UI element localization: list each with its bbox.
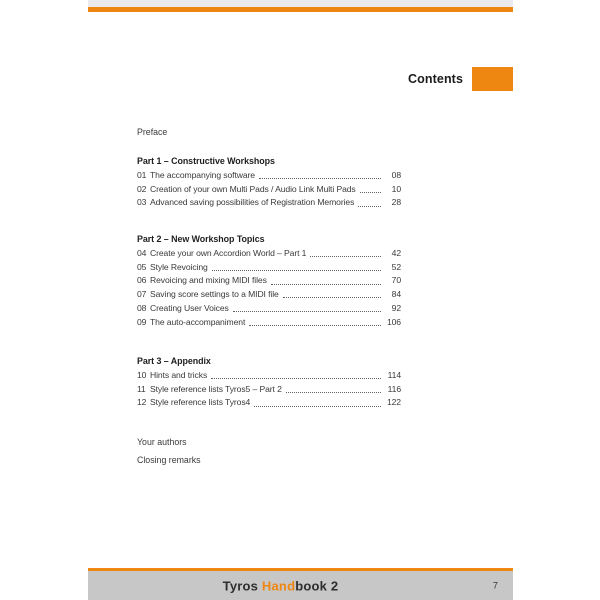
- toc-leader-dots: [286, 392, 381, 393]
- toc-item-page: 116: [387, 383, 401, 394]
- toc-item-page: 84: [391, 289, 401, 300]
- toc-item-page: 106: [386, 316, 401, 327]
- toc-item-page: 122: [386, 397, 401, 408]
- toc-item-number: 12: [137, 397, 147, 408]
- toc-item-title: Create your own Accordion World – Part 1: [150, 247, 307, 258]
- brand-suffix: book 2: [295, 578, 339, 593]
- toc-leader-dots: [254, 406, 381, 407]
- toc-item-number: 08: [137, 302, 147, 313]
- brand-highlight: Hand: [261, 578, 296, 593]
- toc-item: [137, 196, 401, 210]
- toc-item: [137, 247, 401, 261]
- toc-section-part2: [137, 233, 401, 330]
- toc-item-number: 09: [137, 316, 147, 327]
- contents-accent-bar: [472, 67, 513, 91]
- toc-item-number: 10: [137, 369, 147, 380]
- brand-prefix: Tyros: [222, 578, 262, 593]
- toc-item-title: Saving score settings to a MIDI file: [150, 289, 279, 300]
- page-number: 7: [492, 580, 498, 591]
- toc-leader-dots: [360, 192, 381, 193]
- toc-item-title: Advanced saving possibilities of Registration Memories: [150, 197, 355, 208]
- footer-brand: [88, 578, 473, 593]
- document-page: [88, 0, 513, 600]
- toc-leader-dots: [271, 284, 381, 285]
- toc-item: [137, 274, 401, 288]
- page-header: [408, 67, 513, 91]
- toc-section-part3: [137, 355, 401, 410]
- toc-item-page: 70: [391, 275, 401, 286]
- toc-leader-dots: [212, 270, 381, 271]
- toc-item-title: Hints and tricks: [150, 369, 208, 380]
- toc-item: [137, 288, 401, 302]
- toc-item-number: 07: [137, 289, 147, 300]
- toc-item-page: 28: [391, 197, 401, 208]
- toc-leader-dots: [233, 311, 381, 312]
- toc-content: [137, 0, 401, 600]
- toc-item-page: 114: [387, 369, 401, 380]
- toc-leader-dots: [283, 297, 381, 298]
- toc-item: [137, 383, 401, 397]
- toc-leader-dots: [259, 178, 381, 179]
- toc-item: [137, 369, 401, 383]
- toc-item-title: Style reference lists Tyros4: [150, 397, 251, 408]
- toc-item: [137, 302, 401, 316]
- toc-item: [137, 396, 401, 410]
- toc-item-number: 05: [137, 261, 147, 272]
- toc-item-page: 42: [391, 247, 401, 258]
- section-heading: Part 1 – Constructive Workshops: [137, 156, 275, 166]
- section-heading: Part 2 – New Workshop Topics: [137, 234, 265, 244]
- page-title: Contents: [408, 72, 463, 86]
- toc-item-number: 11: [137, 383, 146, 394]
- toc-leader-dots: [310, 256, 381, 257]
- closing-remarks-label: Closing remarks: [137, 455, 201, 465]
- toc-item-title: Creation of your own Multi Pads / Audio Link Multi Pads: [150, 183, 356, 194]
- toc-item-title: The accompanying software: [150, 169, 255, 180]
- toc-leader-dots: [358, 206, 381, 207]
- your-authors-label: Your authors: [137, 437, 187, 447]
- toc-item-number: 04: [137, 247, 147, 258]
- toc-item-number: 06: [137, 275, 147, 286]
- toc-section-part1: [137, 155, 401, 210]
- toc-item-page: 92: [391, 302, 401, 313]
- section-heading: Part 3 – Appendix: [137, 356, 211, 366]
- footer-bar: [88, 571, 513, 600]
- toc-item-title: The auto-accompaniment: [150, 316, 246, 327]
- toc-item-title: Style Revoicing: [150, 261, 208, 272]
- toc-item-title: Creating User Voices: [150, 302, 229, 313]
- toc-item-number: 03: [137, 197, 147, 208]
- toc-item-page: 52: [391, 261, 401, 272]
- toc-item: [137, 183, 401, 197]
- toc-item: [137, 169, 401, 183]
- toc-item: [137, 261, 401, 275]
- toc-leader-dots: [211, 378, 381, 379]
- toc-item-number: 02: [137, 183, 147, 194]
- toc-item: [137, 316, 401, 330]
- preface-label: Preface: [137, 127, 168, 137]
- toc-item-page: 08: [391, 169, 401, 180]
- toc-item-page: 10: [391, 183, 401, 194]
- toc-item-number: 01: [137, 169, 147, 180]
- toc-item-title: Style reference lists Tyros5 – Part 2: [150, 383, 282, 394]
- toc-leader-dots: [249, 325, 381, 326]
- toc-item-title: Revoicing and mixing MIDI files: [150, 275, 267, 286]
